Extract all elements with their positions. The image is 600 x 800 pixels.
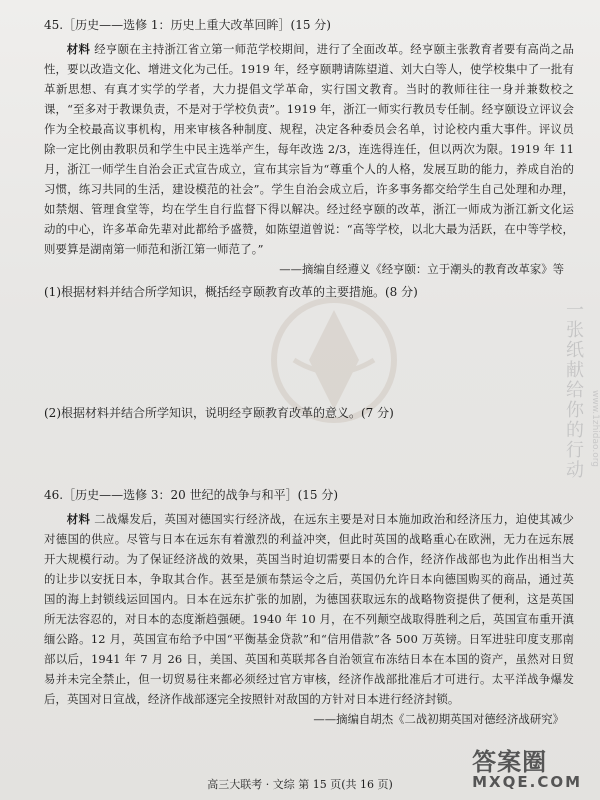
question-45-material — [44, 39, 574, 259]
watermark-side-text: 一张纸献给你的行动 — [563, 300, 584, 480]
question-46-material — [44, 509, 574, 709]
question-45-subquestion-2: (2)根据材料并结合所学知识，说明经亨颐教育改革的意义。(7 分) — [44, 406, 394, 420]
logo-title: 答案圈 — [472, 748, 548, 776]
page-footer: 高三大联考 · 文综 第 15 页(共 16 页) — [207, 778, 393, 791]
question-45-source: ——摘编自经遵义《经亨颐：立于潮头的教育改革家》等 — [279, 262, 564, 276]
question-46 — [44, 486, 574, 727]
material-text: 经亨颐在主持浙江省立第一师范学校期间，进行了全面改革。经亨颐主张教育者要有高尚之品性，要以改造文化、增进文化为己任。1919 年，经亨颐聘请陈望道、刘大白等人，使学校集中了一批有革新思想、有真才实学的学者，大力提倡文学革命，实行国文教育。当时的教师往往一身并兼数校之课，“至多对于教课负责，不是对于学校负责”。1919 年，浙江一师实行教员专任制。经亨颐设立评议会作为全校最高议事机构，用来审核各种制度、规程，决定各种委员会名单，讨论校内重大事件。评议员除一定比例由教职员和学生中民主选举产生，每年改选 2/3，连选得连任，但以两次为限。1919 年 11 月，浙江一师学生自治会正式宣告成立，宣布其宗旨为“尊重个人的人格，发展互助的能力，养成自治的习惯，练习共同的生活，建设模范的社会”。学生自治会成立后，许多事务都交给学生自己处理和办理，如禁烟、管理食堂等，均在学生自行监督下得以解决。经过经亨颐的改革，浙江一师成为浙江新文化运动的中心，许多革命先辈对此都给予盛赞，如陈望道曾说：“高等学校，以北大最为活跃，在中等学校，则要算是湖南第一师范和浙江第一师范了。” — [44, 42, 575, 256]
material-text: 二战爆发后，英国对德国实行经济战，在远东主要是对日本施加政治和经济压力，迫使其减少对德国的供应。尽管与日本在远东有着激烈的利益冲突，但此时英国的战略重心在欧洲，无力在远东展开大规模行动。为了保证经济战的效果，英国当时迫切需要日本的合作，经济作战部也为此作出相当大的让步以安抚日本，争取其合作。甚至是颁布禁运令之后，英国仍允许日本向德国购买的商品，通过英国的海上封锁线运回国内。日本在远东扩张的加剧，为德国获取远东的战略物资提供了便利，这是英国所无法容忍的，对日本的态度渐趋强硬。1940 年 10 月，在不列颠空战取得胜利之后，英国宣布重开滇缅公路。12 月，英国宣布给予中国“平衡基金贷款”和“信用借款”各 500 万英镑。日军进驻印度支那南部以后，1941 年 7 月 26 日，美国、英国和英联邦各自治领宣布冻结日本在本国的资产，虽然对日贸易并未完全禁止，但一切贸易往来都必须经过官方审核，经济作战部批准后才可进行。太平洋战争爆发后，英国对日宣战，经济作战部逐完全按照针对敌国的方针对日本进行经济封锁。 — [44, 512, 574, 706]
question-45-title: 45.［历史——选修 1：历史上重大改革回眸］(15 分) — [44, 18, 331, 32]
site-logo — [472, 742, 582, 791]
question-45-subquestion-1: (1)根据材料并结合所学知识，概括经亨颐教育改革的主要措施。(8 分) — [44, 285, 418, 299]
material-label: 材料 — [66, 512, 91, 526]
material-label: 材料 — [66, 42, 91, 56]
watermark-url-text: www.1zhidao.org — [590, 390, 600, 467]
question-45 — [44, 16, 574, 300]
question-46-source: ——摘编自胡杰《二战初期英国对德经济战研究》 — [313, 712, 564, 726]
logo-url: MXQE.COM — [472, 773, 582, 791]
question-46-title: 46.［历史——选修 3：20 世纪的战争与和平］(15 分) — [44, 488, 339, 502]
